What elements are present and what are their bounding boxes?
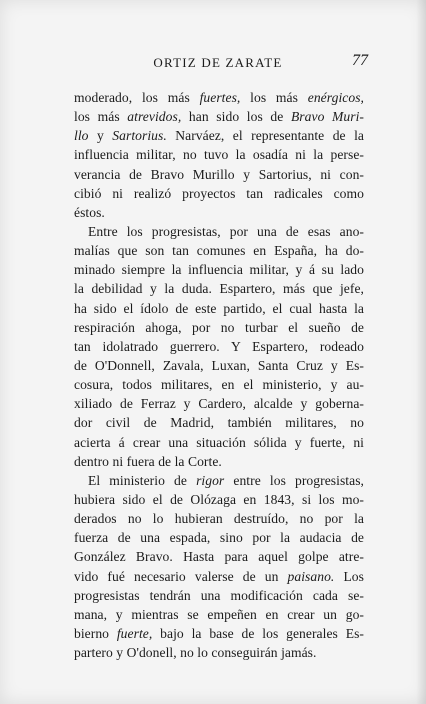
page-edge-shadow <box>416 0 426 704</box>
text-segment: entre los progresistas, <box>224 472 364 488</box>
italic-text: atrevidos, <box>127 109 182 125</box>
text-segment: Narváez, el representante de la <box>166 128 364 144</box>
text-line <box>74 413 364 432</box>
text-line <box>74 337 364 356</box>
text-line <box>74 356 364 375</box>
text-line <box>74 643 364 662</box>
text-segment: González Bravo. Hasta para aquel golpe atre- <box>74 549 364 565</box>
text-segment: El ministerio de <box>88 472 197 488</box>
text-segment: cibió ni realizó proyectos tan radicales como <box>74 185 364 201</box>
text-line <box>74 184 364 203</box>
text-segment: ha sido el ídolo de este partido, el cual hasta la <box>74 300 364 316</box>
italic-text: paisano. <box>287 568 335 584</box>
text-line <box>74 528 364 547</box>
text-segment: minado siempre la influencia militar, y á su lado <box>74 262 364 278</box>
text-segment: tan idolatrado guerrero. Y Espartero, rodeado <box>74 338 364 354</box>
text-line <box>74 279 364 298</box>
text-line <box>74 509 364 528</box>
text-segment: verancia de Bravo Murillo y Sartorius, ni con- <box>74 166 364 182</box>
text-line <box>74 260 364 279</box>
text-line <box>74 586 364 605</box>
text-segment: y <box>88 128 113 144</box>
italic-text: enérgicos, <box>307 90 364 105</box>
text-segment: progresistas tendrán una modificación cada se- <box>74 587 364 603</box>
text-segment: dentro ni fuera de la Corte. <box>74 453 222 469</box>
page-number: 77 <box>352 52 368 69</box>
text-segment: bierno <box>74 625 117 641</box>
text-line <box>74 145 364 164</box>
text-segment: hubiera sido el de Olózaga en 1843, si los mo- <box>74 491 364 507</box>
text-line <box>74 394 364 413</box>
text-segment: de O'Donnell, Zavala, Luxan, Santa Cruz y Es- <box>74 357 364 373</box>
text-line <box>74 433 364 452</box>
italic-text: Sartorius. <box>112 128 167 144</box>
text-segment: derados no lo hubieran destruído, no por la <box>74 511 364 527</box>
text-segment: malías que son tan comunes en España, ha do- <box>74 243 364 259</box>
text-line <box>74 605 364 624</box>
text-segment: fuerza de una espada, sino por la audacia de <box>74 530 364 546</box>
text-line <box>74 299 364 318</box>
text-segment: la debilidad y la duda. Espartero, más que jefe, <box>74 281 364 297</box>
text-segment: han sido los de <box>181 109 291 125</box>
text-segment: cosura, todos militares, en el ministerio, y au- <box>74 377 364 393</box>
text-line <box>74 624 364 643</box>
text-line <box>74 241 364 260</box>
text-line <box>74 88 364 107</box>
text-segment: éstos. <box>74 204 105 220</box>
text-segment: acierta á crear una situación sólida y fuerte, ni <box>74 434 364 450</box>
text-line <box>74 490 364 509</box>
italic-text: Bravo Muri- <box>290 109 365 125</box>
italic-text: fuertes, <box>199 90 241 105</box>
text-line <box>74 165 364 184</box>
running-title: ORTIZ DE ZARATE <box>153 55 283 70</box>
page-header <box>68 53 368 73</box>
text-segment: Entre los progresistas, por una de esas ano- <box>88 223 364 239</box>
text-segment: los más <box>240 90 308 105</box>
text-line <box>74 452 364 471</box>
text-line <box>74 107 364 126</box>
text-segment: partero y O'donell, no lo conseguirán jamás. <box>74 645 317 661</box>
text-line <box>74 547 364 566</box>
text-line <box>74 126 364 145</box>
body-text <box>74 88 364 662</box>
text-line <box>74 471 364 490</box>
text-segment: Los <box>334 568 364 584</box>
text-segment: xiliado de Ferraz y Cardero, alcalde y goberna- <box>74 396 364 412</box>
text-segment: mana, y mientras se empeñen en crear un go- <box>74 606 364 622</box>
text-line <box>74 222 364 241</box>
text-segment: los más <box>74 109 128 125</box>
text-line <box>74 318 364 337</box>
italic-text: fuerte, <box>116 625 153 641</box>
text-line <box>74 567 364 586</box>
italic-text: llo <box>74 128 89 144</box>
italic-text: rigor <box>196 472 225 488</box>
text-segment: respiración ahoga, por no turbar el sueño de <box>74 319 364 335</box>
text-segment: moderado, los más <box>74 90 200 105</box>
text-segment: dor civil de Madrid, también militares, no <box>74 415 364 431</box>
text-segment: bajo la base de los generales Es- <box>152 625 364 641</box>
text-line <box>74 375 364 394</box>
text-line <box>74 203 364 222</box>
text-segment: vido fué necesario valerse de un <box>74 568 288 584</box>
text-segment: influencia militar, no tuvo la osadía ni la perse- <box>74 147 364 163</box>
